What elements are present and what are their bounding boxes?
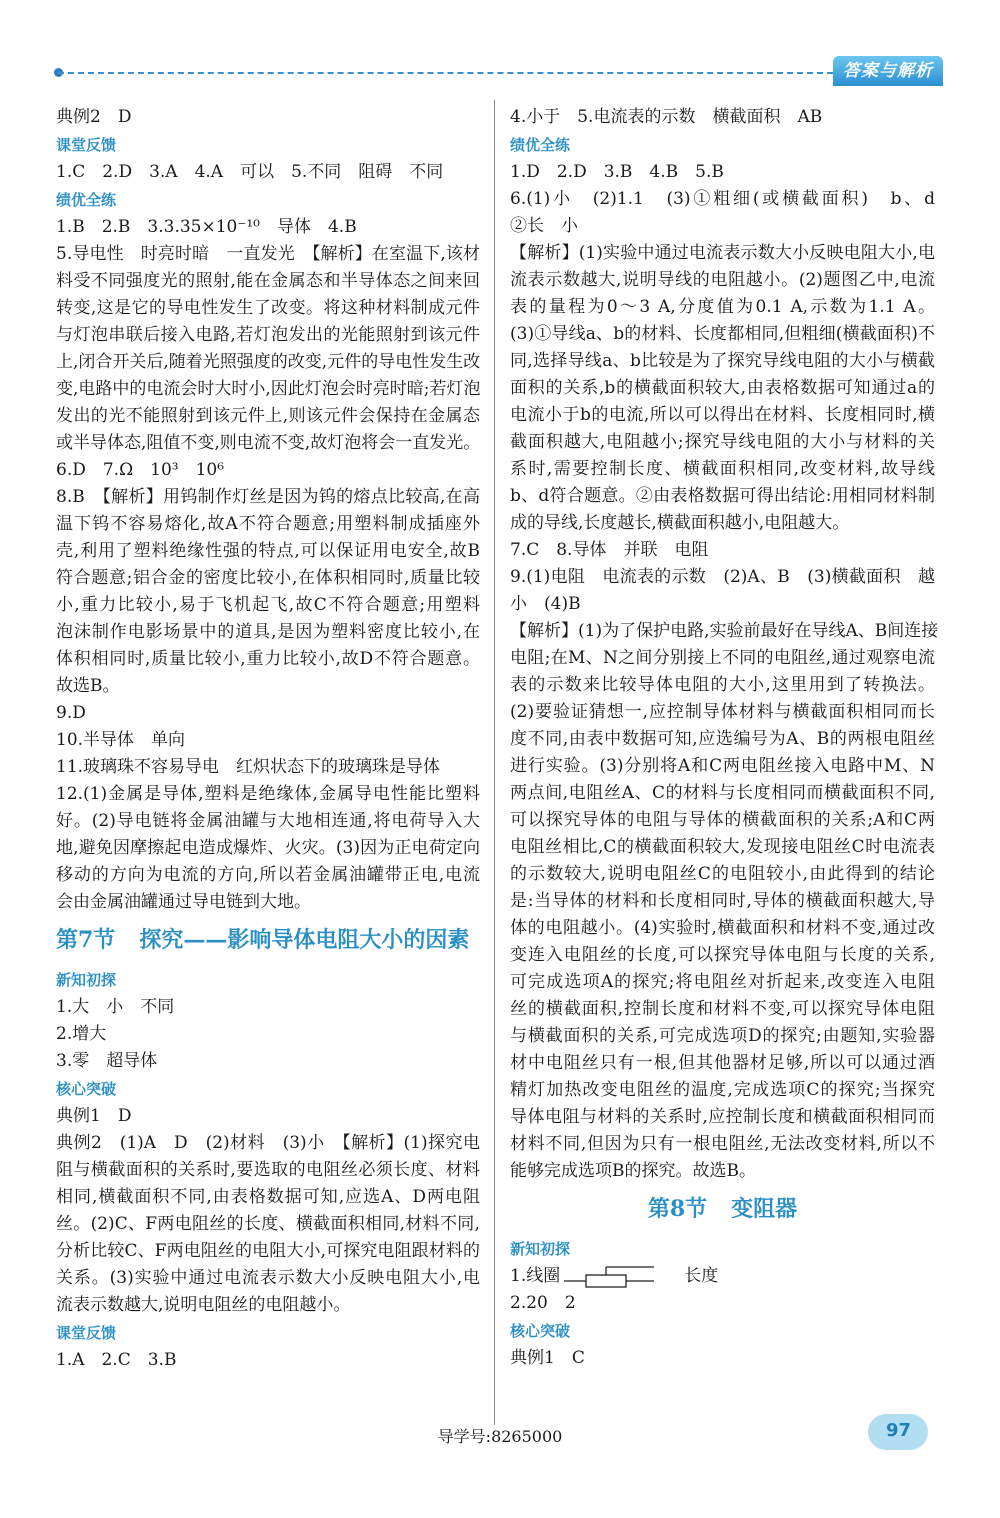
answer-line: 电阻丝相比,C的横截面积较大,发现接电阻丝C时电流表 [510, 837, 935, 857]
section-title [510, 1189, 935, 1229]
answer-line: 能够完成选项B的探究。故选B。 [510, 1161, 756, 1181]
answer-line: 电阻;在M、N之间分别接上不同的电阻丝,通过观察电流 [510, 648, 935, 668]
answer-line: 或半导体态,阻值不变,则电流不变,故灯泡将会一直发光。 [56, 433, 481, 453]
answer-line: 分析比较C、F两电阻丝的电阻大小,可探究电阻跟材料的 [56, 1241, 480, 1261]
section-name: 变阻器 [731, 1196, 798, 1222]
answer-line: 度不同,由表中数据可知,应选编号为A、B的两根电阻丝 [510, 729, 935, 749]
answer-line: 同,选择导线a、b比较是为了探究导线电阻的大小与横截 [510, 351, 935, 371]
answer-line: (3)①导线a、b的材料、长度都相同,但粗细(横截面积)不 [510, 324, 935, 344]
answer-line: 9.D [56, 703, 86, 723]
answer-line: 1.B 2.B 3.3.35×10⁻¹⁰ 导体 4.B [56, 217, 357, 237]
guide-number: 导学号:8265000 [437, 1427, 563, 1446]
answer-line: 精灯加热改变电阻丝的温度,完成选项C的探究;当探究 [510, 1080, 935, 1100]
answer-line: 1.大 小 不同 [56, 997, 175, 1017]
answer-line: 进行实验。(3)分别将A和C两电阻丝接入电路中M、N [510, 756, 935, 776]
left-column [56, 104, 480, 1374]
answer-line: 地,避免因摩擦起电造成爆炸、火灾。(3)因为正电荷定向 [56, 838, 480, 858]
answer-line: 发出的光不能照射到该元件上,则该元件会保持在金属态 [56, 406, 480, 426]
rheostat-symbol-icon [564, 1265, 656, 1289]
answer-text: 1.线圈 [510, 1266, 561, 1286]
answer-line: 电流小于b的电流,所以可以得出在材料、长度相同时,横 [510, 405, 935, 425]
section-subheading: 课堂反馈 [56, 1324, 117, 1342]
answer-line: 体的电阻越小。(4)实验时,横截面积和材料不变,通过改 [510, 918, 935, 938]
section-subheading: 新知初探 [510, 1240, 571, 1258]
answer-line: 成的导线,长度越长,横截面积越小,电阻越大。 [510, 513, 850, 533]
answer-line: 丝。(2)C、F两电阻丝的长度、横截面积相同,材料不同, [56, 1214, 480, 1234]
answer-line: 典例2 D [56, 107, 132, 127]
answer-line: 体积相同时,质量比较小,重力比较小,故D不符合题意。 [56, 649, 480, 669]
answer-line: 典例1 C [510, 1348, 585, 1368]
section-subheading: 绩优全练 [510, 136, 571, 154]
answer-line: 故选B。 [56, 676, 120, 696]
answer-line: 表的量程为0～3 A,分度值为0.1 A,示数为1.1 A。 [510, 297, 935, 317]
answer-line: 4.小于 5.电流表的示数 横截面积 AB [510, 107, 823, 127]
answer-line: 1.D 2.D 3.B 4.B 5.B [510, 162, 724, 182]
answer-line-with-resistor [510, 1263, 935, 1290]
page-number: 97 [886, 1420, 912, 1441]
answer-line: 可完成选项A的探究;将电阻丝对折起来,改变连入电阻 [510, 972, 935, 992]
answer-line: 6.D 7.Ω 10³ 10⁶ [56, 460, 225, 480]
answer-line: 2.20 2 [510, 1293, 576, 1313]
answer-line: 相同,横截面积不同,由表格数据可知,应选A、D两电阻 [56, 1187, 480, 1207]
answer-line: 1.A 2.C 3.B [56, 1350, 177, 1370]
answer-line: 转变,这是它的导电性发生了改变。将这种材料制成元件 [56, 298, 480, 318]
column-divider [494, 100, 495, 1425]
answer-line: 1.C 2.D 3.A 4.A 可以 5.不同 阻碍 不同 [56, 162, 444, 182]
answer-line: 材中电阻丝只有一根,但其他器材足够,所以可以通过酒 [510, 1053, 935, 1073]
answer-line: 11.玻璃珠不容易导电 红炽状态下的玻璃珠是导体 [56, 757, 441, 777]
answer-line: ②长 小 [510, 216, 578, 236]
section-subheading: 核心突破 [510, 1322, 571, 1340]
answer-line: 好。(2)导电链将金属油罐与大地相连通,将电荷导入大 [56, 811, 480, 831]
answer-line: 6.(1)小 (2)1.1 (3)①粗细(或横截面积) b、d [510, 189, 935, 209]
section-name: 探究——影响导体电阻大小的因素 [139, 927, 470, 953]
answer-line: 与横截面积的关系,可完成选项D的探究;由题知,实验器 [510, 1026, 935, 1046]
answer-line: 可以探究导体的电阻与导体的横截面积的关系;A和C两 [510, 810, 935, 830]
answer-line: 3.零 超导体 [56, 1051, 158, 1071]
section-subheading: 新知初探 [56, 971, 117, 989]
answer-line: 符合题意;铝合金的密度比较小,在体积相同时,质量比较 [56, 568, 480, 588]
answer-line: 7.C 8.导体 并联 电阻 [510, 540, 709, 560]
right-column [510, 104, 939, 1372]
answer-line: 面积的关系,b的横截面积较大,由表格数据可知通过a的 [510, 378, 935, 398]
answer-line: 系时,需要控制长度、横截面积相同,改变材料,故导线 [510, 459, 935, 479]
answer-line: 移动的方向为电流的方向,所以若金属油罐带正电,电流 [56, 865, 480, 885]
answer-line: 8.B 【解析】用钨制作灯丝是因为钨的熔点比较高,在高 [56, 487, 480, 507]
answer-line: 温下钨不容易熔化,故A不符合题意;用塑料制成插座外 [56, 514, 480, 534]
answer-line: 阻与横截面积的关系时,要选取的电阻丝必须长度、材料 [56, 1160, 480, 1180]
answer-line: 【解析】(1)实验中通过电流表示数大小反映电阻大小,电 [510, 243, 935, 263]
answer-line: 5.导电性 时亮时暗 一直发光 【解析】在室温下,该材 [56, 244, 480, 264]
answer-line: 流表示数越大,说明导线的电阻越小。(2)题图乙中,电流 [510, 270, 935, 290]
header-section-tab: 答案与解析 [833, 56, 943, 86]
answer-line: 10.半导体 单向 [56, 730, 186, 750]
answer-line: 变连入电阻丝的长度,可以探究导体电阻与长度的关系, [510, 945, 935, 965]
section-subheading: 核心突破 [56, 1080, 117, 1098]
answer-line: (2)要验证猜想一,应控制导体材料与横截面积相同而长 [510, 702, 935, 722]
answer-line: 与灯泡串联后接入电路,若灯泡发出的光能照射到该元件 [56, 325, 480, 345]
answer-line: 两点间,电阻丝A、C的材料与长度相同而横截面积不同, [510, 783, 935, 803]
answer-line: 小,重力比较小,易于飞机起飞,故C不符合题意;用塑料 [56, 595, 480, 615]
header-dashed-rule [58, 72, 833, 74]
answer-line: 变,电路中的电流会时大时小,因此灯泡会时亮时暗;若灯泡 [56, 379, 481, 399]
answer-line: 截面积越大,电阻越小;探究导线电阻的大小与材料的关 [510, 432, 935, 452]
answer-line: 是:当导体的材料和长度相同时,导体的横截面积越大,导 [510, 891, 935, 911]
section-number: 第8节 [647, 1196, 708, 1222]
answer-line: 【解析】(1)为了保护电路,实验前最好在导线A、B间连接 [510, 621, 939, 641]
answer-line: 料受不同强度光的照射,能在金属态和半导体态之间来回 [56, 271, 480, 291]
answer-line: 上,闭合开关后,随着光照强度的改变,元件的导电性发生改 [56, 352, 481, 372]
answer-line: 泡沫制作电影场景中的道具,是因为塑料密度比较小,在 [56, 622, 480, 642]
answer-line: 壳,利用了塑料绝缘性强的特点,可以保证用电安全,故B [56, 541, 480, 561]
answer-line: 9.(1)电阻 电流表的示数 (2)A、B (3)横截面积 越 [510, 567, 935, 587]
answer-line: 小 (4)B [510, 594, 581, 614]
answer-line: 表的示数来比较导体电阻的大小,这里用到了转换法。 [510, 675, 935, 695]
answer-line: 材料不同,但因为只有一根电阻丝,无法改变材料,所以不 [510, 1134, 935, 1154]
answer-line: 丝的横截面积,控制长度和材料不变,可以探究导体电阻 [510, 999, 935, 1019]
answer-line: 关系。(3)实验中通过电流表示数大小反映电阻大小,电 [56, 1268, 480, 1288]
section-subheading: 绩优全练 [56, 191, 117, 209]
answer-line: b、d符合题意。②由表格数据可得出结论:用相同材料制 [510, 486, 935, 506]
answer-line: 的示数较大,说明电阻丝C的电阻较小,由此得到的结论 [510, 864, 935, 884]
answer-line: 典例2 (1)A D (2)材料 (3)小 【解析】(1)探究电 [56, 1133, 480, 1153]
answer-line: 流表示数越大,说明电阻丝的电阻越小。 [56, 1295, 351, 1315]
answer-text: 长度 [684, 1266, 719, 1286]
answer-line: 典例1 D [56, 1106, 132, 1126]
answer-line: 12.(1)金属是导体,塑料是绝缘体,金属导电性能比塑料 [56, 784, 480, 804]
answer-line: 会由金属油罐通过导电链到大地。 [56, 892, 311, 912]
answer-line: 导体电阻与材料的关系时,应控制长度和横截面积相同而 [510, 1107, 935, 1127]
section-title [56, 920, 480, 960]
section-subheading: 课堂反馈 [56, 136, 117, 154]
answer-line: 2.增大 [56, 1024, 107, 1044]
section-number: 第7节 [56, 927, 116, 953]
